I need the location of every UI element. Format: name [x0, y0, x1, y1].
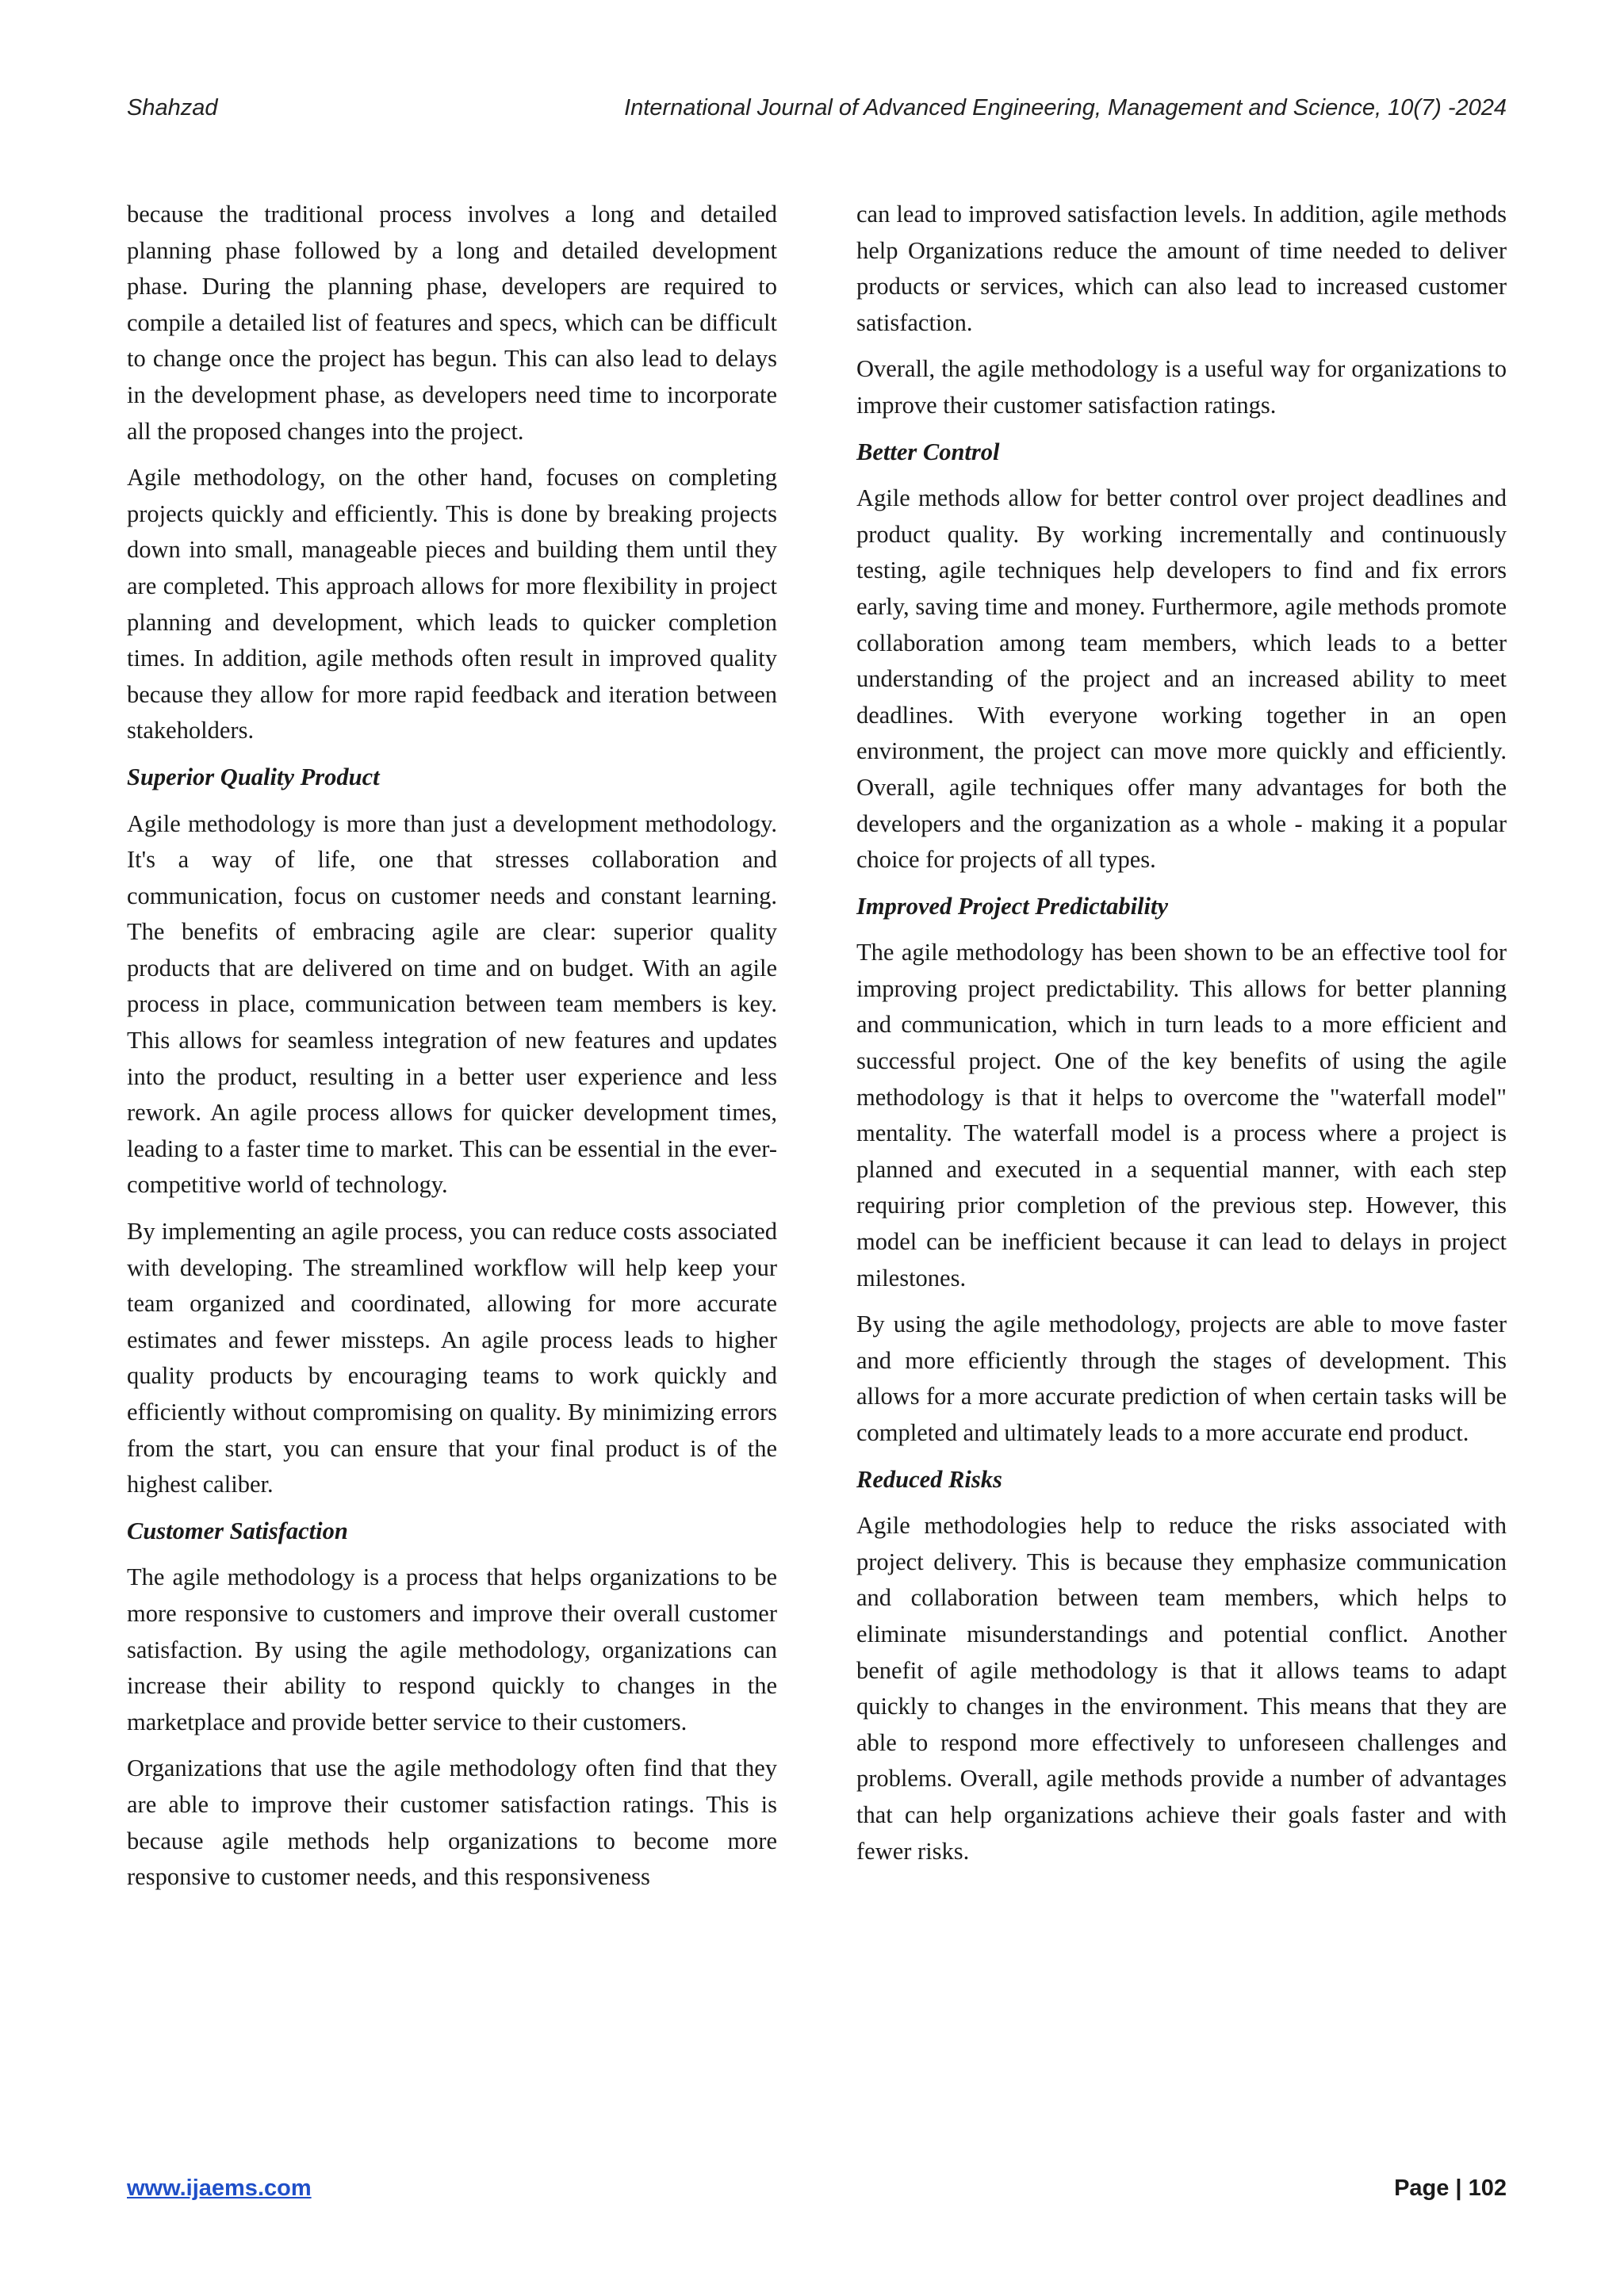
section-heading-customer-satisfaction: Customer Satisfaction [127, 1517, 348, 1544]
section-heading-reduced-risks: Reduced Risks [856, 1465, 1002, 1493]
paragraph: Organizations that use the agile methodology often find that they are able to improve their customer satisfaction ratings. This is because agile methods help organizations to become more responsive to customer needs, and this responsiveness [127, 1755, 777, 1891]
paragraph: Agile methodology, on the other hand, focuses on completing projects quickly and efficiently. This is done by breaking projects down into small, manageable pieces and building them until they are completed. This approach allows for more flexibility in project planning and development, which leads to quicker completion times. In addition, agile methods often result in improved quality because they allow for more rapid feedback and iteration between stakeholders. [127, 464, 777, 744]
running-header [127, 95, 1507, 130]
header-journal-citation: International Journal of Advanced Engineering, Management and Science, 10(7) -2024 [624, 95, 1507, 121]
paragraph: can lead to improved satisfaction levels. In addition, agile methods help Organizations reduce the amount of time needed to deliver products or services, which can also lead to increased customer satisfaction. [856, 201, 1507, 336]
header-author: Shahzad [127, 95, 218, 121]
right-column [856, 197, 1507, 1880]
journal-website-link[interactable]: www.ijaems.com [127, 2175, 312, 2201]
paragraph: The agile methodology is a process that helps organizations to be more responsive to customers and improve their overall customer satisfaction. By using the agile methodology, organizations can increase their ability to respond quickly to changes in the marketplace and provide better service to their customers. [127, 1563, 777, 1735]
left-column [127, 197, 777, 1906]
paragraph: Agile methodologies help to reduce the risks associated with project delivery. This is because they emphasize communication and collaboration between team members, which helps to eliminate misunderstandings and potential conflict. Another benefit of agile methodology is that it allows teams to adapt quickly to changes in the environment. This means that they are able to respond more effectively to unforeseen challenges and problems. Overall, agile methods provide a number of advantages that can help organizations achieve their goals faster and with fewer risks. [856, 1512, 1507, 1865]
paragraph: By using the agile methodology, projects are able to move faster and more efficiently through the stages of development. This allows for a more accurate prediction of when certain tasks will be completed and ultimately leads to a more accurate end product. [856, 1311, 1507, 1446]
paragraph: By implementing an agile process, you can reduce costs associated with developing. The streamlined workflow will help keep your team organized and coordinated, allowing for more accurate estimates and fewer missteps. An agile process leads to higher quality products by encouraging teams to work quickly and efficiently without compromising on quality. By minimizing errors from the start, you can ensure that your final product is of the highest caliber. [127, 1218, 777, 1498]
section-heading-superior-quality: Superior Quality Product [127, 763, 380, 790]
paragraph: Overall, the agile methodology is a useful way for organizations to improve their customer satisfaction ratings. [856, 355, 1507, 419]
section-heading-project-predictability: Improved Project Predictability [856, 892, 1169, 920]
paragraph: Agile methodology is more than just a development methodology. It's a way of life, one that stresses collaboration and communication, focus on customer needs and constant learning. The benefits of embracing agile are clear: superior quality products that are delivered on time and on budget. With an agile process in place, communication between team members is key. This allows for seamless integration of new features and updates into the product, resulting in a better user experience and less rework. An agile process allows for quicker development times, leading to a faster time to market. This can be essential in the ever-competitive world of technology. [127, 809, 777, 1199]
paragraph: The agile methodology has been shown to be an effective tool for improving project predictability. This allows for better planning and communication, which in turn leads to a more efficient and successful project. One of the key benefits of using the agile methodology is that it helps to overcome the "waterfall model" mentality. The waterfall model is a process where a project is planned and executed in a sequential manner, with each step requiring prior completion of the previous step. However, this model can be inefficient because it can lead to delays in project milestones. [856, 939, 1507, 1292]
paragraph: because the traditional process involves a long and detailed planning phase followed by a long and detailed development phase. During the planning phase, developers are required to compile a detailed list of features and specs, which can be difficult to change once the project has begun. This can also lead to delays in the development phase, as developers need time to incorporate all the proposed changes into the project. [127, 201, 777, 445]
paragraph: Agile methods allow for better control over project deadlines and product quality. By working incrementally and continuously testing, agile techniques help developers to find and fix errors early, saving time and money. Furthermore, agile methods promote collaboration among team members, which leads to a better understanding of the project and an increased ability to meet deadlines. With everyone working together in an open environment, the project can move more quickly and efficiently. Overall, agile techniques offer many advantages for both the developers and the organization as a whole - making it a popular choice for projects of all types. [856, 484, 1507, 874]
section-heading-better-control: Better Control [856, 438, 1000, 465]
page-footer [127, 2175, 1507, 2210]
page-number: Page | 102 [1394, 2175, 1507, 2201]
